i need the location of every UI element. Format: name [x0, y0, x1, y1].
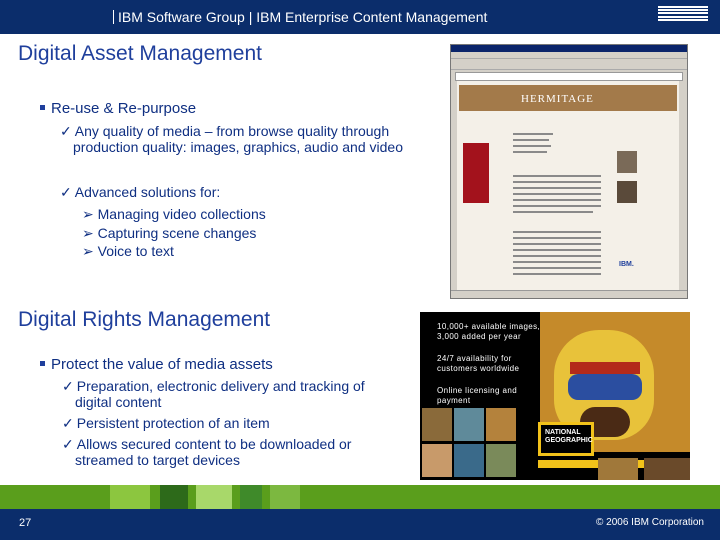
arrow-icon: ➢ [82, 225, 98, 241]
national-geographic-logo [538, 422, 594, 456]
checkmark-icon: ✓ [60, 123, 72, 139]
check-download-line2: streamed to target devices [75, 452, 240, 468]
fact-images [437, 322, 540, 342]
check-item-persistent [62, 415, 270, 431]
hermitage-browser-screenshot [450, 44, 688, 299]
fact-licensing-line2: payment [437, 396, 471, 405]
checkmark-icon: ✓ [62, 415, 74, 431]
text-line [513, 243, 601, 245]
ibm-badge: IBM. [619, 261, 634, 268]
check-preparation-line2: digital content [75, 394, 162, 410]
text-line [513, 187, 601, 189]
fact-licensing [437, 386, 517, 406]
sub-item-voice [82, 243, 174, 260]
strip-tile [110, 485, 150, 509]
bullet-protect-label: Protect the value of media assets [51, 356, 273, 373]
strip-tile [240, 485, 262, 509]
browser-toolbar [451, 59, 687, 70]
strip-tile [270, 485, 300, 509]
check-item-quality [60, 123, 403, 155]
text-line [513, 145, 551, 147]
fact-images-line2: 3,000 added per year [437, 332, 522, 341]
text-line [513, 273, 601, 275]
check-item-advanced [60, 184, 220, 200]
fact-availability-line2: customers worldwide [437, 364, 520, 373]
text-line [513, 205, 601, 207]
fact-images-line1: 10,000+ available images, [437, 322, 541, 331]
checkmark-icon: ✓ [62, 378, 74, 394]
national-geographic-panel [420, 312, 690, 480]
check-persistent-label: Persistent protection of an item [76, 415, 270, 431]
section-title-drm: Digital Rights Management [18, 308, 271, 331]
copyright-text: © 2006 IBM Corporation [596, 517, 704, 528]
bullet-protect [40, 356, 273, 373]
check-advanced-label: Advanced solutions for: [74, 184, 221, 200]
thumbnail-image [486, 444, 516, 477]
footer-image-strip [0, 485, 720, 509]
text-line [513, 267, 601, 269]
fact-availability-line1: 24/7 availability for [437, 354, 512, 363]
check-preparation-line1: Preparation, electronic delivery and tracking of [76, 378, 365, 394]
bullet-square-icon [40, 105, 45, 110]
browser-status-bar [451, 290, 687, 298]
check-quality-line1: Any quality of media – from browse quality through [74, 123, 390, 139]
sub-scene-label: Capturing scene changes [97, 225, 257, 241]
sub-item-scene [82, 225, 256, 242]
sub-item-video [82, 206, 266, 223]
fact-licensing-line1: Online licensing and [437, 386, 518, 395]
browser-address-bar [455, 72, 683, 81]
hermitage-banner-text: HERMITAGE [521, 93, 594, 105]
thumbnail-image [617, 181, 637, 203]
check-item-preparation [62, 378, 365, 410]
text-line [513, 193, 601, 195]
natgeo-logo-line2: GEOGRAPHIC [545, 437, 593, 444]
arrow-icon: ➢ [82, 206, 98, 222]
header-left-text: IBM Software Group [118, 9, 245, 25]
natgeo-logo-line1: NATIONAL [545, 429, 581, 436]
thumbnail-image [644, 458, 690, 480]
thumbnail-image [454, 444, 484, 477]
text-line [513, 237, 601, 239]
header-text [113, 9, 487, 25]
strip-tile [160, 485, 188, 509]
hermitage-banner [459, 85, 677, 111]
bullet-reuse [40, 100, 196, 117]
thumbnail-image [422, 444, 452, 477]
fact-availability [437, 354, 519, 374]
checkmark-icon: ✓ [62, 436, 74, 452]
bullet-reuse-label: Re-use & Re-purpose [51, 100, 197, 117]
text-line [513, 249, 601, 251]
header-separator: | [248, 9, 253, 25]
text-line [513, 231, 601, 233]
text-line [513, 211, 593, 213]
text-line [513, 139, 549, 141]
page-number: 27 [19, 517, 32, 529]
thumbnail-image [486, 408, 516, 441]
text-line [513, 175, 601, 177]
checkmark-icon: ✓ [60, 184, 72, 200]
text-line [513, 151, 547, 153]
arrow-icon: ➢ [82, 243, 98, 259]
thumbnail-image [422, 408, 452, 441]
check-download-line1: Allows secured content to be downloaded or [76, 436, 352, 452]
thumbnail-image [617, 151, 637, 173]
browser-titlebar [451, 45, 687, 52]
sub-voice-label: Voice to text [97, 243, 174, 259]
text-line [513, 133, 553, 135]
check-item-download [62, 436, 351, 468]
sub-video-label: Managing video collections [97, 206, 266, 222]
text-line [513, 255, 601, 257]
bullet-square-icon [40, 361, 45, 366]
header-bar [0, 0, 720, 34]
header-right-text: IBM Enterprise Content Management [256, 9, 488, 25]
text-line [513, 199, 601, 201]
text-line [513, 181, 601, 183]
text-line [513, 261, 601, 263]
hermitage-red-panel [463, 143, 489, 203]
section-title-dam: Digital Asset Management [18, 42, 262, 65]
check-quality-line2: production quality: images, graphics, audio and video [73, 139, 403, 155]
thumbnail-image [598, 458, 638, 480]
browser-page [457, 81, 679, 291]
ibm-logo [658, 6, 708, 26]
thumbnail-image [454, 408, 484, 441]
strip-tile [196, 485, 232, 509]
browser-menubar [451, 52, 687, 59]
footer-bar [0, 509, 720, 540]
